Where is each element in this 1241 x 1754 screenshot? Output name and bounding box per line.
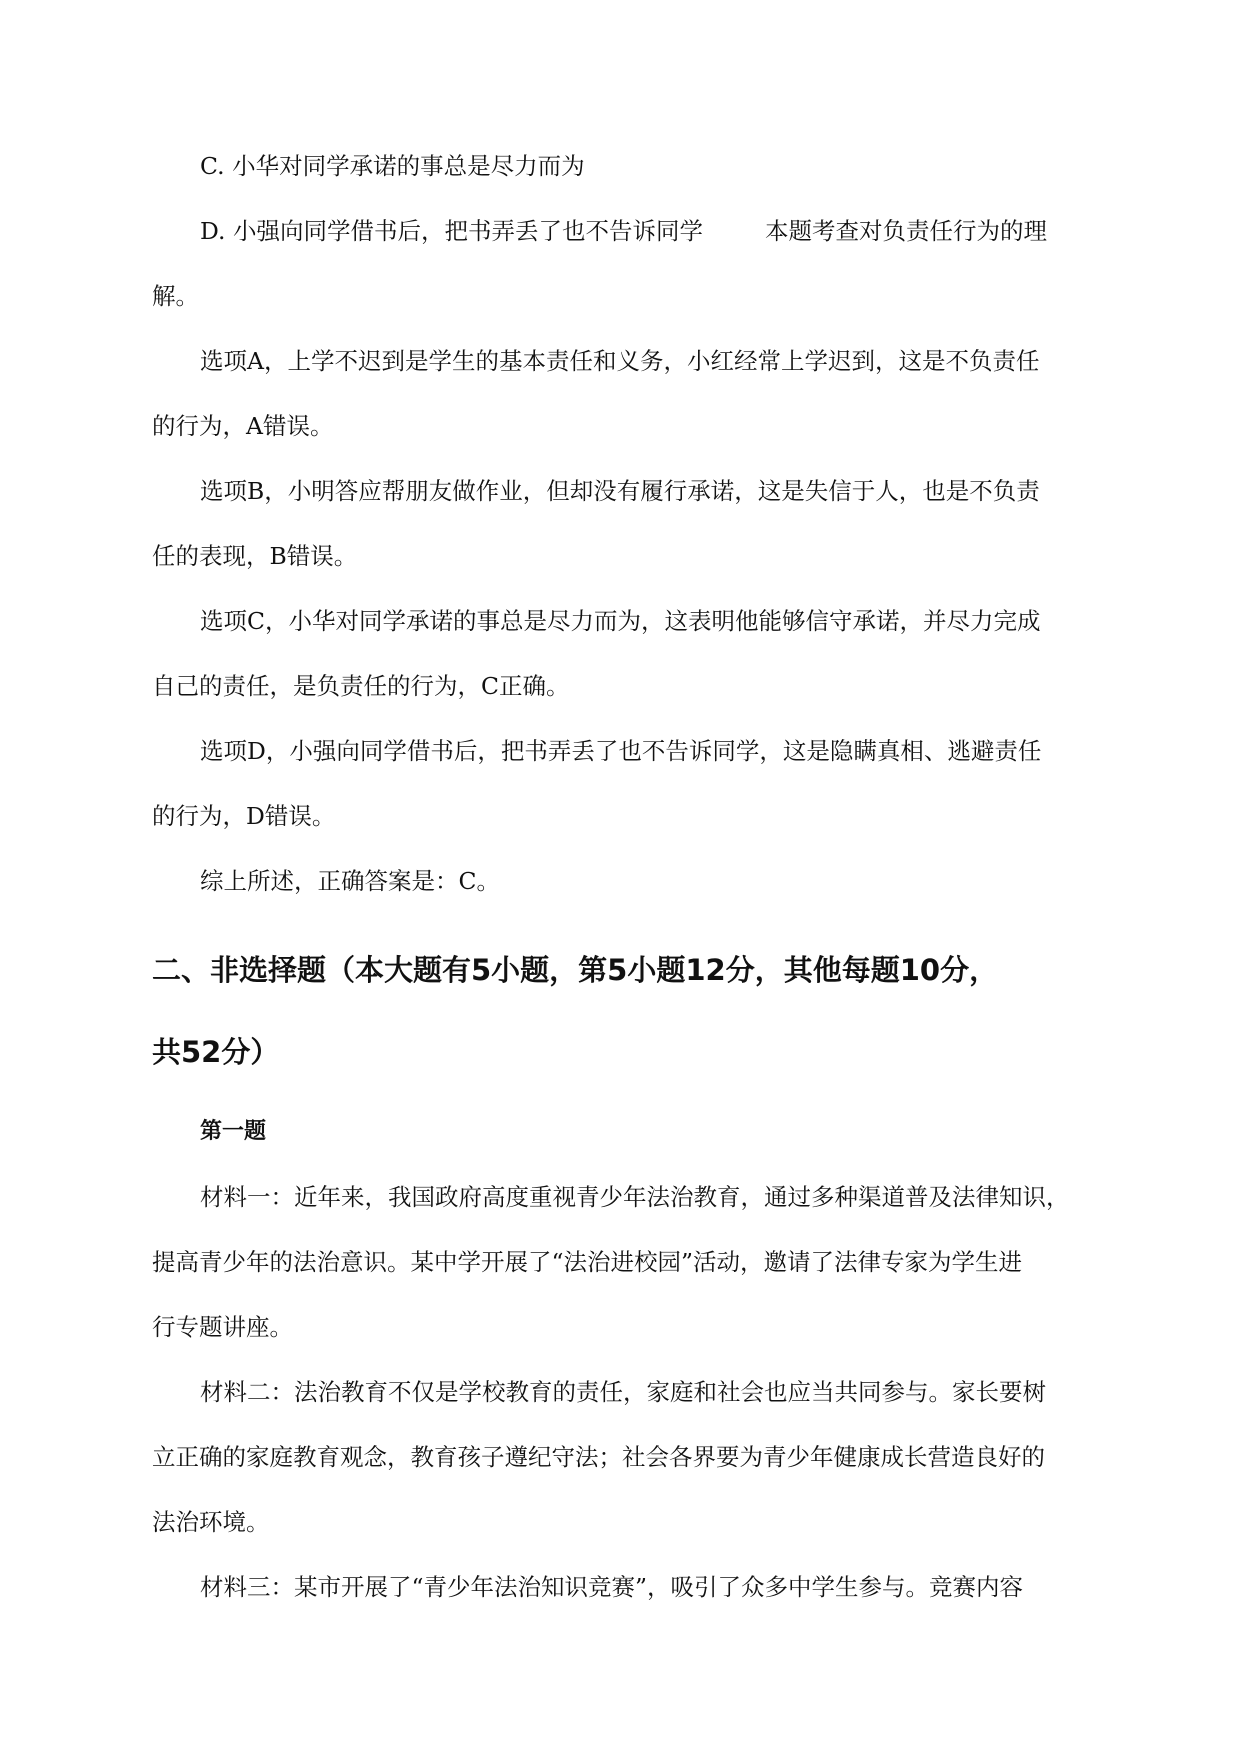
material-two-line-3: 法治环境。 <box>152 1508 270 1536</box>
option-b-analysis-line: 选项B，小明答应帮朋友做作业，但却没有履行承诺，这是失信于人，也是不负责 <box>200 477 1040 505</box>
option-a-analysis-line: 选项A，上学不迟到是学生的基本责任和义务，小红经常上学迟到，这是不负责任 <box>200 347 1040 375</box>
conclusion-line: 综上所述，正确答案是：C。 <box>200 867 500 895</box>
material-one-line-2: 提高青少年的法治意识。某中学开展了“法治进校园”活动，邀请了法律专家为学生进 <box>152 1248 1023 1276</box>
material-three-line: 材料三：某市开展了“青少年法治知识竞赛”，吸引了众多中学生参与。竞赛内容 <box>200 1573 1024 1601</box>
option-c-analysis-line: 选项C，小华对同学承诺的事总是尽力而为，这表明他能够信守承诺，并尽力完成 <box>200 607 1041 635</box>
analysis-line: 解。 <box>152 282 199 310</box>
material-one-line-3: 行专题讲座。 <box>152 1313 293 1341</box>
material-two-line: 材料二：法治教育不仅是学校教育的责任，家庭和社会也应当共同参与。家长要树 <box>200 1378 1046 1406</box>
option-d-text: D. 小强向同学借书后，把书弄丢了也不告诉同学 <box>200 217 703 245</box>
section-heading-line-2: 共52分） <box>152 1035 280 1069</box>
section-heading: 二、非选择题（本大题有5小题，第5小题12分，其他每题10分， <box>152 953 999 987</box>
analysis-intro-text: 本题考查对负责任行为的理 <box>764 217 1047 245</box>
option-c-analysis-line-2: 自己的责任，是负责任的行为，C正确。 <box>152 672 570 700</box>
option-d-analysis-line-2: 的行为，D错误。 <box>152 802 336 830</box>
question-label: 第一题 <box>200 1119 267 1144</box>
option-d-line <box>200 214 1047 248</box>
option-d-analysis-line: 选项D，小强向同学借书后，把书弄丢了也不告诉同学，这是隐瞒真相、逃避责任 <box>200 737 1042 765</box>
option-c-line: C. 小华对同学承诺的事总是尽力而为 <box>200 152 585 180</box>
option-b-analysis-line-2: 任的表现，B错误。 <box>152 542 358 570</box>
material-one-line: 材料一：近年来，我国政府高度重视青少年法治教育，通过多种渠道普及法律知识， <box>200 1183 1070 1211</box>
material-two-line-2: 立正确的家庭教育观念，教育孩子遵纪守法；社会各界要为青少年健康成长营造良好的 <box>152 1443 1045 1471</box>
option-a-analysis-line-2: 的行为，A错误。 <box>152 412 334 440</box>
